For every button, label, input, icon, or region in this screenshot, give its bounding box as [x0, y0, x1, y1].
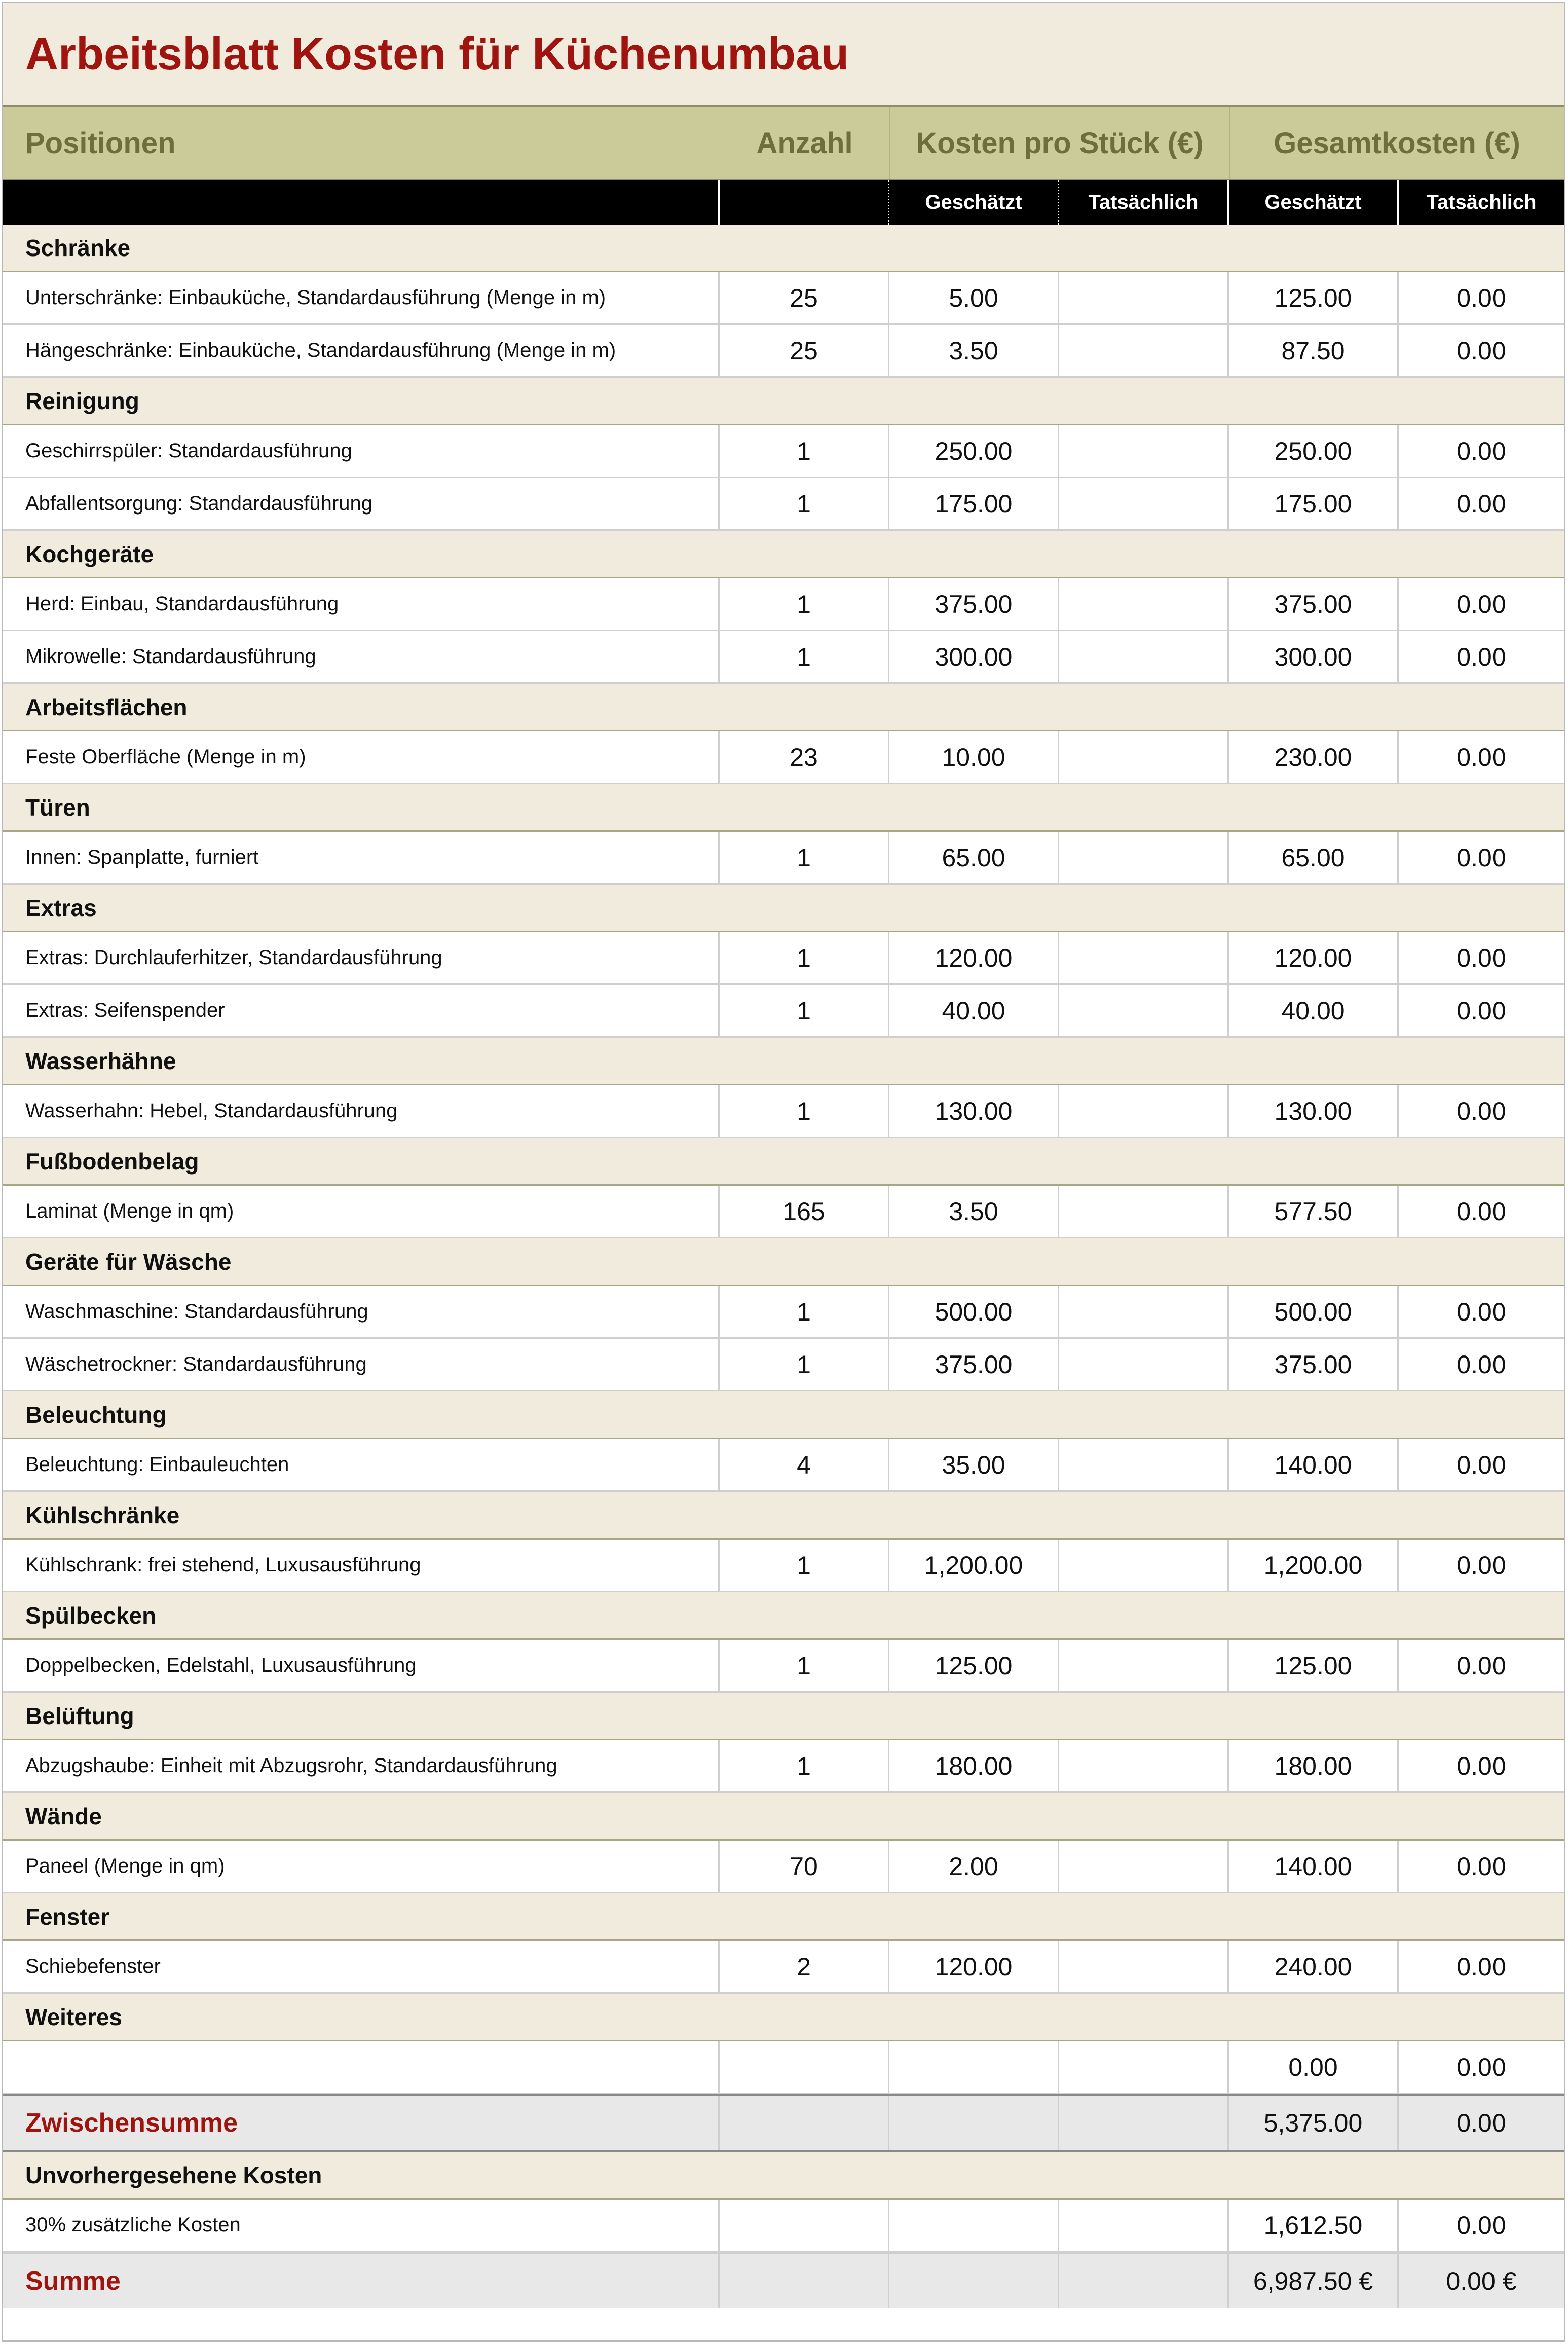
unit-cost-actual-cell[interactable]: [1059, 1941, 1229, 1992]
table-row: [3, 1186, 1564, 1238]
category-row: [3, 1893, 1564, 1941]
table-row: [3, 1941, 1564, 1994]
header-kosten-pro-stueck: Kosten pro Stück (€): [889, 107, 1229, 179]
table-row: [3, 272, 1564, 325]
total-cost-actual-cell[interactable]: 0.00: [1457, 1297, 1506, 1326]
unit-cost-actual-cell[interactable]: [1059, 1085, 1229, 1137]
item-label-cell: Abzugshaube: Einheit mit Abzugsrohr, Standardausführung: [3, 1740, 720, 1791]
total-cost-estimated-cell[interactable]: 1,612.50: [1229, 2200, 1399, 2251]
unit-cost-estimated-cell[interactable]: 10.00: [889, 731, 1059, 783]
item-label-cell: [3, 2041, 720, 2093]
unit-cost-estimated-cell[interactable]: 375.00: [889, 578, 1059, 630]
total-cost-estimated-cell[interactable]: 120.00: [1229, 932, 1399, 983]
quantity-cell[interactable]: 1: [720, 425, 889, 477]
category-label: Beleuchtung: [25, 1401, 167, 1428]
item-label-cell: Herd: Einbau, Standardausführung: [3, 578, 720, 630]
total-cost-estimated-cell[interactable]: 300.00: [1229, 631, 1399, 682]
category-label: Spülbecken: [25, 1602, 157, 1629]
total-cost-actual-cell[interactable]: 0.00: [1457, 2053, 1506, 2081]
subheader-total-actual: Tatsächlich: [1426, 191, 1537, 213]
total-cost-estimated-cell[interactable]: 500.00: [1229, 1286, 1399, 1337]
total-cost-estimated-cell[interactable]: 577.50: [1229, 1186, 1399, 1237]
quantity-cell[interactable]: 1: [720, 631, 889, 682]
total-cost-estimated-cell: 6,987.50 €: [1229, 2254, 1399, 2308]
category-label: Fenster: [25, 1903, 110, 1930]
category-row: [3, 1994, 1564, 2041]
unit-cost-estimated-cell[interactable]: 250.00: [889, 425, 1059, 477]
total-row: [3, 2252, 1564, 2308]
quantity-cell[interactable]: 4: [720, 1439, 889, 1490]
header-gesamtkosten: Gesamtkosten (€): [1229, 107, 1564, 179]
unit-cost-actual-cell[interactable]: [1059, 1286, 1229, 1337]
category-label: Arbeitsflächen: [25, 693, 188, 720]
total-cost-actual-cell[interactable]: 0.00: [1457, 1450, 1506, 1479]
unit-cost-actual-cell[interactable]: [1059, 2200, 1229, 2251]
total-cost-actual-cell[interactable]: 0.00: [1457, 2211, 1506, 2240]
subheader-empty-anzahl: [720, 180, 889, 225]
unit-cost-estimated-cell[interactable]: 125.00: [889, 1640, 1059, 1691]
table-row: [3, 1841, 1564, 1893]
unit-cost-estimated-cell[interactable]: 175.00: [889, 478, 1059, 529]
item-label-cell: Feste Oberfläche (Menge in m): [3, 731, 720, 783]
table-row: [3, 832, 1564, 885]
subheader-row: [3, 180, 1564, 225]
category-label: Belüftung: [25, 1702, 134, 1729]
unit-cost-estimated-cell[interactable]: 35.00: [889, 1439, 1059, 1490]
unit-cost-estimated-cell[interactable]: 1,200.00: [889, 1540, 1059, 1591]
unit-cost-estimated-cell[interactable]: 40.00: [889, 985, 1059, 1036]
total-cost-estimated-cell[interactable]: 375.00: [1229, 578, 1399, 630]
quantity-cell[interactable]: 25: [720, 272, 889, 323]
unit-cost-estimated-cell: [889, 2254, 1059, 2308]
unit-cost-actual-cell[interactable]: [1059, 631, 1229, 682]
quantity-cell[interactable]: 70: [720, 1841, 889, 1892]
total-cost-estimated-cell[interactable]: 250.00: [1229, 425, 1399, 477]
category-row: [3, 1238, 1564, 1286]
quantity-cell[interactable]: 1: [720, 985, 889, 1036]
table-row: [3, 985, 1564, 1038]
total-cost-estimated-cell[interactable]: 125.00: [1229, 272, 1399, 323]
item-label-cell: Beleuchtung: Einbauleuchten: [3, 1439, 720, 1490]
category-label: Kühlschränke: [25, 1501, 180, 1528]
item-label-cell: Extras: Durchlauferhitzer, Standardausführung: [3, 932, 720, 983]
total-cost-actual-cell[interactable]: 0.00: [1457, 1651, 1506, 1680]
item-label-cell: Wäschetrockner: Standardausführung: [3, 1339, 720, 1390]
total-cost-estimated-cell[interactable]: 140.00: [1229, 1439, 1399, 1490]
unit-cost-actual-cell[interactable]: [1059, 1540, 1229, 1591]
category-row: [3, 1138, 1564, 1186]
item-label-cell: Abfallentsorgung: Standardausführung: [3, 478, 720, 529]
category-label: Geräte für Wäsche: [25, 1248, 232, 1275]
total-cost-estimated-cell[interactable]: 180.00: [1229, 1740, 1399, 1791]
category-row: [3, 225, 1564, 272]
column-header-row: [3, 107, 1564, 180]
table-row: [3, 1339, 1564, 1391]
quantity-cell[interactable]: 1: [720, 1085, 889, 1137]
unit-cost-actual-cell: [1059, 2096, 1229, 2150]
unit-cost-actual-cell[interactable]: [1059, 1339, 1229, 1390]
total-cost-estimated-cell[interactable]: 40.00: [1229, 985, 1399, 1036]
quantity-cell[interactable]: 2: [720, 1941, 889, 1992]
total-cost-actual-cell[interactable]: 0.00: [1457, 642, 1506, 671]
total-cost-actual-cell[interactable]: 0.00: [1457, 1852, 1506, 1881]
unit-cost-estimated-cell[interactable]: 120.00: [889, 1941, 1059, 1992]
total-cost-estimated-cell[interactable]: 240.00: [1229, 1941, 1399, 1992]
category-row: [3, 378, 1564, 425]
category-label: Fußbodenbelag: [25, 1148, 199, 1175]
unit-cost-estimated-cell[interactable]: 120.00: [889, 932, 1059, 983]
table-row: [3, 731, 1564, 784]
unit-cost-actual-cell[interactable]: [1059, 832, 1229, 883]
unit-cost-estimated-cell[interactable]: 3.50: [889, 1186, 1059, 1237]
total-cost-actual-cell[interactable]: 0.00: [1457, 590, 1506, 618]
unit-cost-actual-cell[interactable]: [1059, 325, 1229, 376]
item-label-cell: Doppelbecken, Edelstahl, Luxusausführung: [3, 1640, 720, 1691]
unit-cost-actual-cell[interactable]: [1059, 2041, 1229, 2093]
category-label: Weiteres: [25, 2003, 122, 2030]
item-label-cell: Kühlschrank: frei stehend, Luxusausführung: [3, 1540, 720, 1591]
header-positionen: Positionen: [25, 127, 176, 160]
total-cost-actual-cell[interactable]: 0.00: [1457, 336, 1506, 365]
item-label-cell: Laminat (Menge in qm): [3, 1186, 720, 1237]
quantity-cell[interactable]: 1: [720, 1640, 889, 1691]
category-label: Wände: [25, 1803, 102, 1829]
unit-cost-estimated-cell[interactable]: 500.00: [889, 1286, 1059, 1337]
item-label-cell: Mikrowelle: Standardausführung: [3, 631, 720, 682]
unit-cost-estimated-cell[interactable]: [889, 2041, 1059, 2093]
unit-cost-estimated-cell[interactable]: 130.00: [889, 1085, 1059, 1137]
table-row: [3, 478, 1564, 531]
total-cost-actual-cell[interactable]: 0.00: [1457, 1952, 1506, 1981]
quantity-cell[interactable]: 1: [720, 1339, 889, 1390]
unit-cost-estimated-cell[interactable]: 5.00: [889, 272, 1059, 323]
header-anzahl: Anzahl: [756, 127, 853, 160]
total-cost-estimated-cell[interactable]: 65.00: [1229, 832, 1399, 883]
unit-cost-estimated-cell[interactable]: 180.00: [889, 1740, 1059, 1791]
title-bar: [3, 3, 1564, 107]
unit-cost-actual-cell[interactable]: [1059, 1186, 1229, 1237]
unit-cost-actual-cell[interactable]: [1059, 1439, 1229, 1490]
table-row: [3, 325, 1564, 378]
quantity-cell[interactable]: 1: [720, 932, 889, 983]
total-cost-actual-cell: 0.00 €: [1446, 2266, 1517, 2295]
unit-cost-actual-cell[interactable]: [1059, 731, 1229, 783]
quantity-cell[interactable]: 1: [720, 1740, 889, 1791]
table-row: [3, 932, 1564, 985]
category-row: [3, 885, 1564, 932]
table-row: [3, 1439, 1564, 1492]
total-cost-actual-cell: 0.00: [1457, 2109, 1506, 2137]
quantity-cell[interactable]: [720, 2041, 889, 2093]
item-label-cell: Schiebefenster: [3, 1941, 720, 1992]
category-row: [3, 1693, 1564, 1740]
total-cost-actual-cell[interactable]: 0.00: [1457, 943, 1506, 972]
unit-cost-estimated-cell[interactable]: [889, 2200, 1059, 2251]
quantity-cell: [720, 2096, 889, 2150]
category-row: [3, 684, 1564, 731]
table-row: [3, 578, 1564, 631]
category-label: Kochgeräte: [25, 540, 154, 567]
table-row: [3, 1286, 1564, 1339]
total-cost-actual-cell[interactable]: 0.00: [1457, 743, 1506, 772]
category-row: [3, 1391, 1564, 1439]
total-cost-estimated-cell[interactable]: 1,200.00: [1229, 1540, 1399, 1591]
subheader-unit-actual: Tatsächlich: [1059, 180, 1229, 225]
item-label-cell: 30% zusätzliche Kosten: [3, 2200, 720, 2251]
item-label-cell: Zwischensumme: [3, 2096, 720, 2150]
quantity-cell[interactable]: 1: [720, 478, 889, 529]
table-row: [3, 1085, 1564, 1138]
total-cost-estimated-cell[interactable]: 230.00: [1229, 731, 1399, 783]
unit-cost-actual-cell[interactable]: [1059, 1740, 1229, 1791]
item-label-cell: Extras: Seifenspender: [3, 985, 720, 1036]
unit-cost-actual-cell[interactable]: [1059, 985, 1229, 1036]
total-cost-actual-cell[interactable]: 0.00: [1457, 283, 1506, 312]
quantity-cell[interactable]: 1: [720, 832, 889, 883]
total-cost-actual-cell[interactable]: 0.00: [1457, 1197, 1506, 1226]
quantity-cell[interactable]: 1: [720, 1286, 889, 1337]
quantity-cell[interactable]: 23: [720, 731, 889, 783]
category-row: [3, 2152, 1564, 2200]
category-row: [3, 1038, 1564, 1085]
table-row: [3, 1540, 1564, 1592]
item-label-cell: Summe: [3, 2254, 720, 2308]
unit-cost-estimated-cell: [889, 2096, 1059, 2150]
category-label: Unvorhergesehene Kosten: [25, 2161, 322, 2188]
total-cost-actual-cell[interactable]: 0.00: [1457, 1751, 1506, 1780]
table-row: [3, 2200, 1564, 2252]
table-row: [3, 1640, 1564, 1693]
total-cost-estimated-cell[interactable]: 375.00: [1229, 1339, 1399, 1390]
unit-cost-actual-cell[interactable]: [1059, 1841, 1229, 1892]
total-cost-estimated-cell[interactable]: 140.00: [1229, 1841, 1399, 1892]
unit-cost-estimated-cell[interactable]: 2.00: [889, 1841, 1059, 1892]
unit-cost-estimated-cell[interactable]: 3.50: [889, 325, 1059, 376]
total-cost-estimated-cell[interactable]: 175.00: [1229, 478, 1399, 529]
category-row: [3, 531, 1564, 578]
unit-cost-actual-cell[interactable]: [1059, 1640, 1229, 1691]
total-cost-actual-cell[interactable]: 0.00: [1457, 1551, 1506, 1580]
category-label: Extras: [25, 894, 97, 921]
quantity-cell: [720, 2254, 889, 2308]
unit-cost-actual-cell: [1059, 2254, 1229, 2308]
quantity-cell[interactable]: 1: [720, 1540, 889, 1591]
category-row: [3, 1492, 1564, 1540]
quantity-cell[interactable]: 1: [720, 578, 889, 630]
table-body: [3, 225, 1564, 2308]
category-label: Reinigung: [25, 387, 139, 414]
item-label-cell: Paneel (Menge in qm): [3, 1841, 720, 1892]
subheader-total-estimated: Geschätzt: [1229, 180, 1399, 225]
total-cost-estimated-cell: 5,375.00: [1229, 2096, 1399, 2150]
quantity-cell[interactable]: 165: [720, 1186, 889, 1237]
total-cost-actual-cell[interactable]: 0.00: [1457, 1096, 1506, 1125]
category-label: Türen: [25, 794, 90, 821]
unit-cost-actual-cell[interactable]: [1059, 425, 1229, 477]
item-label-cell: Unterschränke: Einbauküche, Standardausführung (Menge in m): [3, 272, 720, 323]
unit-cost-actual-cell[interactable]: [1059, 578, 1229, 630]
unit-cost-estimated-cell[interactable]: 375.00: [889, 1339, 1059, 1390]
subheader-empty-positionen: [3, 180, 720, 225]
table-row: [3, 425, 1564, 478]
table-row: [3, 2041, 1564, 2094]
unit-cost-estimated-cell[interactable]: 300.00: [889, 631, 1059, 682]
worksheet: [2, 2, 1565, 2342]
unit-cost-actual-cell[interactable]: [1059, 272, 1229, 323]
category-label: Wasserhähne: [25, 1047, 176, 1074]
page-title: Arbeitsblatt Kosten für Küchenumbau: [25, 28, 849, 80]
category-row: [3, 1793, 1564, 1841]
category-row: [3, 784, 1564, 832]
total-cost-actual-cell[interactable]: 0.00: [1457, 843, 1506, 872]
quantity-cell[interactable]: 25: [720, 325, 889, 376]
item-label-cell: Wasserhahn: Hebel, Standardausführung: [3, 1085, 720, 1137]
subtotal-row: [3, 2094, 1564, 2152]
total-cost-estimated-cell[interactable]: 130.00: [1229, 1085, 1399, 1137]
total-cost-estimated-cell[interactable]: 0.00: [1229, 2041, 1399, 2093]
total-cost-actual-cell[interactable]: 0.00: [1457, 436, 1506, 465]
table-row: [3, 1740, 1564, 1793]
quantity-cell[interactable]: [720, 2200, 889, 2251]
unit-cost-actual-cell[interactable]: [1059, 932, 1229, 983]
category-label: Schränke: [25, 234, 131, 261]
total-cost-estimated-cell[interactable]: 125.00: [1229, 1640, 1399, 1691]
total-cost-actual-cell[interactable]: 0.00: [1457, 489, 1506, 518]
total-cost-estimated-cell[interactable]: 87.50: [1229, 325, 1399, 376]
item-label-cell: Hängeschränke: Einbauküche, Standardausführung (Menge in m): [3, 325, 720, 376]
total-cost-actual-cell[interactable]: 0.00: [1457, 1350, 1506, 1379]
table-row: [3, 631, 1564, 684]
item-label-cell: Waschmaschine: Standardausführung: [3, 1286, 720, 1337]
unit-cost-actual-cell[interactable]: [1059, 478, 1229, 529]
subheader-unit-estimated: Geschätzt: [889, 180, 1059, 225]
total-cost-actual-cell[interactable]: 0.00: [1457, 996, 1506, 1025]
item-label-cell: Geschirrspüler: Standardausführung: [3, 425, 720, 477]
category-row: [3, 1592, 1564, 1640]
item-label-cell: Innen: Spanplatte, furniert: [3, 832, 720, 883]
unit-cost-estimated-cell[interactable]: 65.00: [889, 832, 1059, 883]
